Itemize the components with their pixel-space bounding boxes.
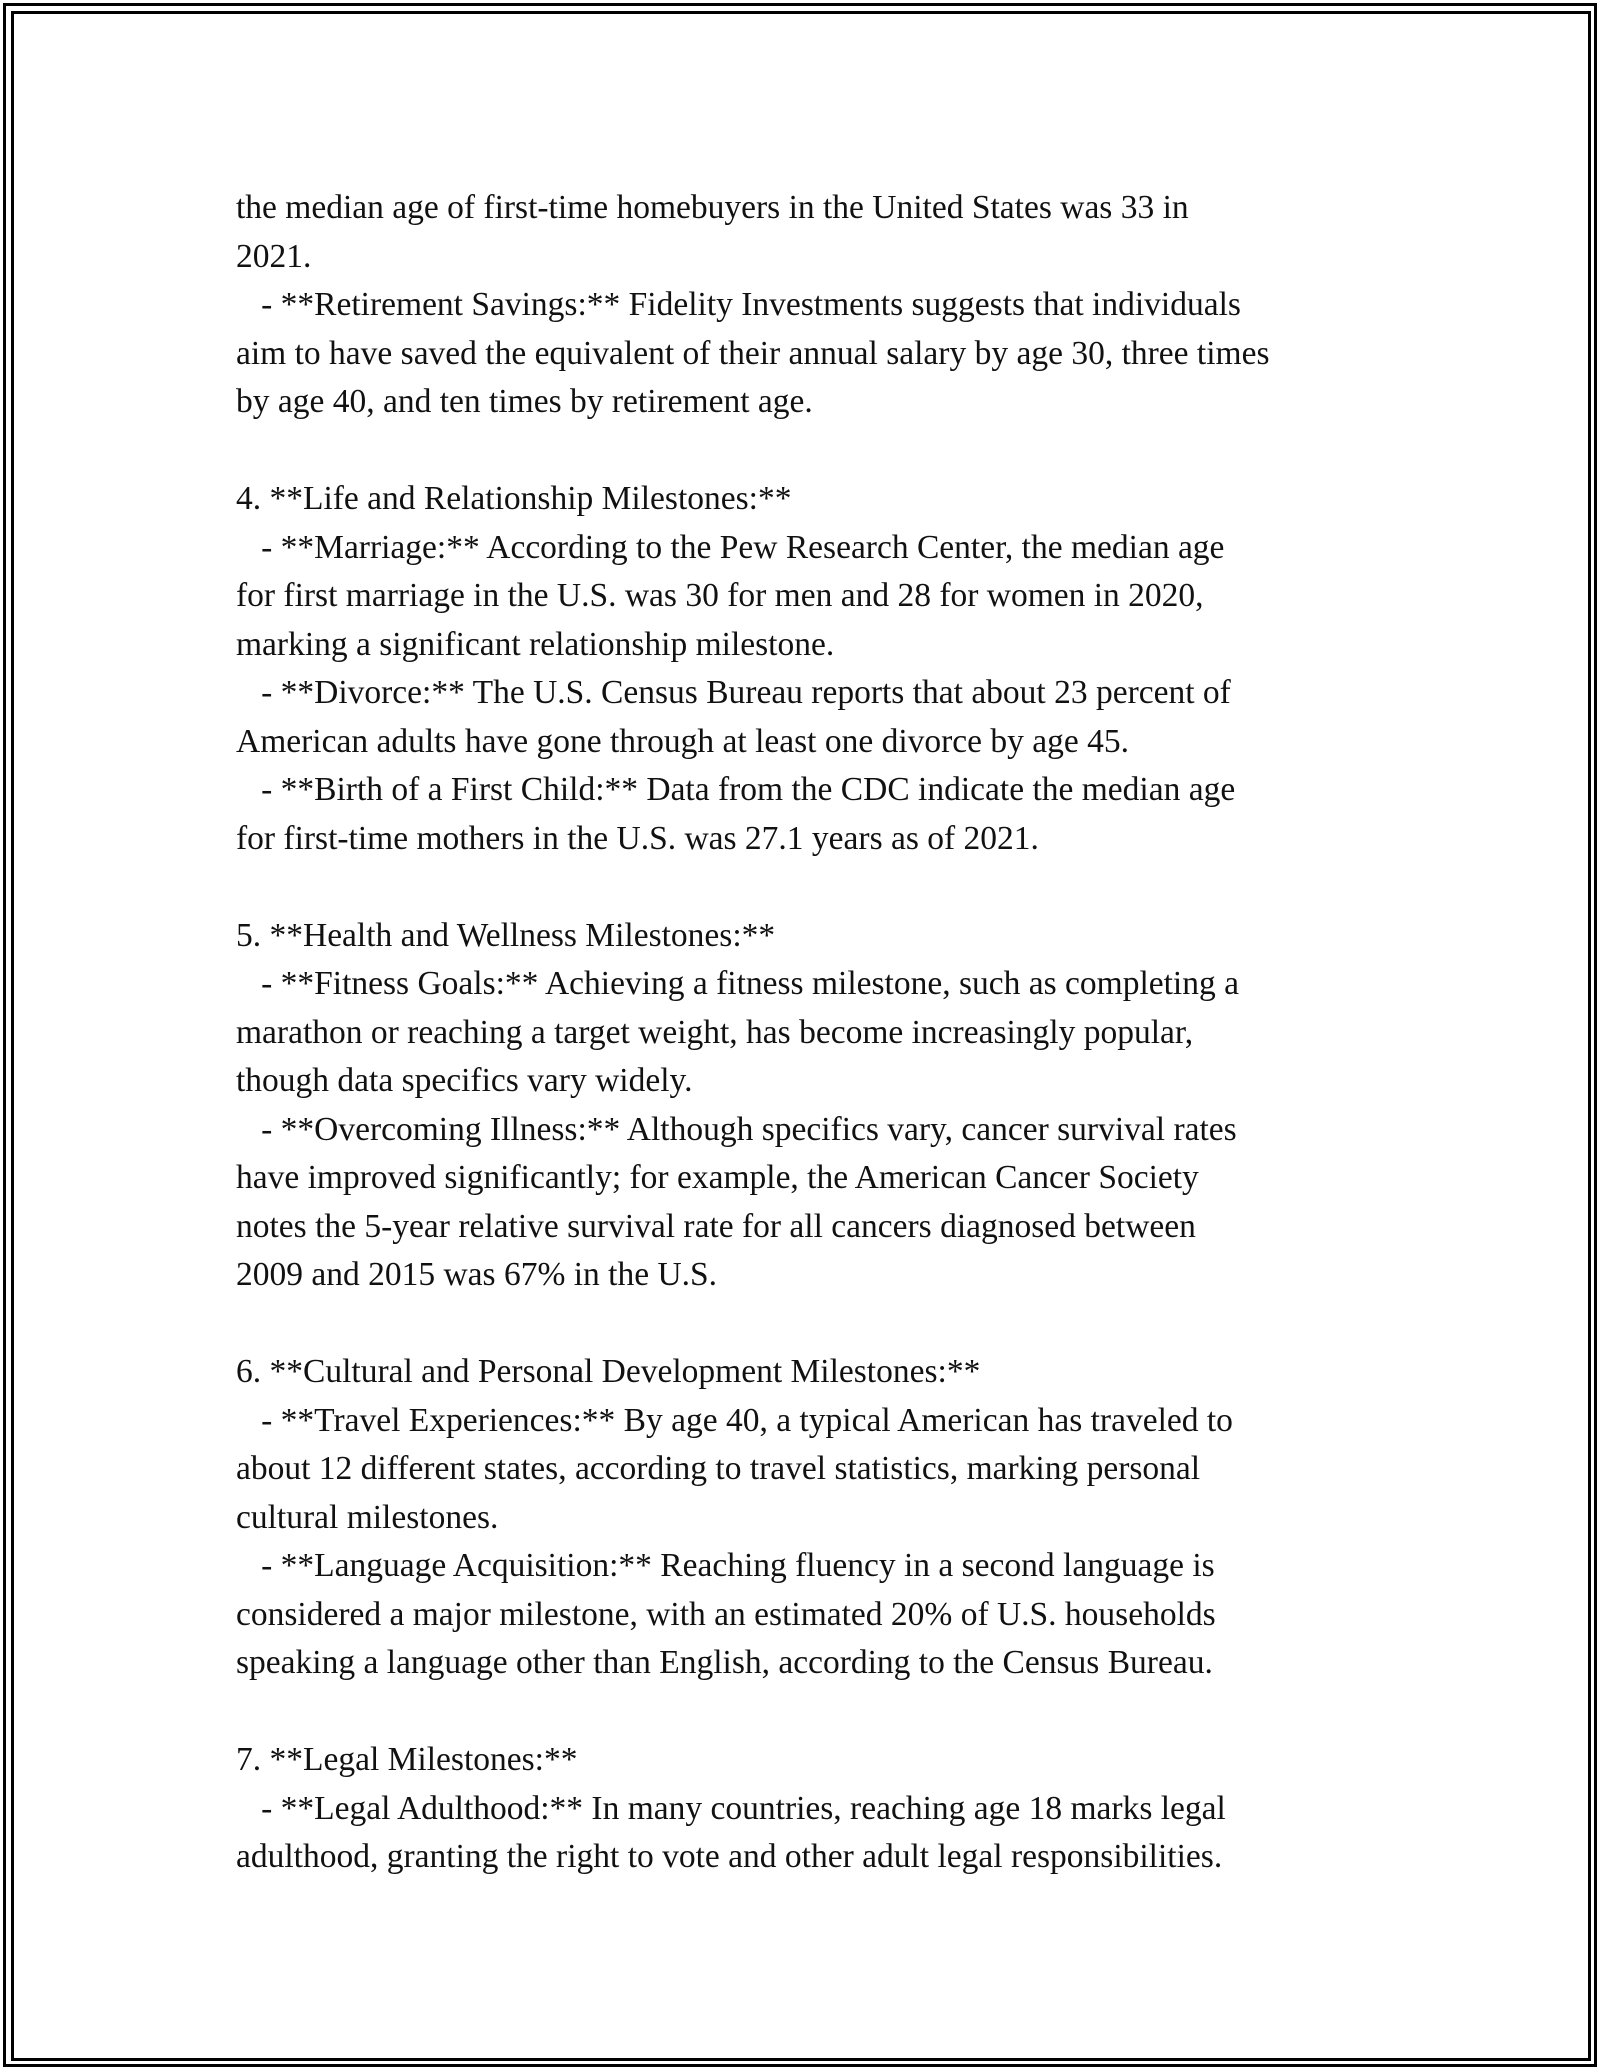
blank-line [236,863,1376,912]
text-line: - **Language Acquisition:** Reaching fluency in a second language is [236,1547,1215,1584]
text-line: for first marriage in the U.S. was 30 for men and 28 for women in 2020, [236,577,1204,614]
section-heading: 6. **Cultural and Personal Development Milestones:** [236,1353,981,1390]
text-line: 2009 and 2015 was 67% in the U.S. [236,1256,718,1293]
text-line: - **Birth of a First Child:** Data from the CDC indicate the median age [236,771,1236,808]
document-body [236,184,1376,1882]
text-line: 2021. [236,237,312,275]
text-line: - **Legal Adulthood:** In many countries, reaching age 18 marks legal [236,1789,1226,1827]
blank-line [236,1300,1376,1349]
text-line: - **Overcoming Illness:** Although specifics vary, cancer survival rates [236,1110,1237,1148]
section-heading: 4. **Life and Relationship Milestones:** [236,480,792,517]
text-line: - **Divorce:** The U.S. Census Bureau reports that about 23 percent of [236,674,1231,711]
text-line: have improved significantly; for example, the American Cancer Society [236,1159,1199,1196]
section-heading: 7. **Legal Milestones:** [236,1741,578,1778]
text-line: though data specifics vary widely. [236,1062,693,1099]
text-line: aim to have saved the equivalent of their annual salary by age 30, three times [236,334,1270,372]
text-line: for first-time mothers in the U.S. was 27.1 years as of 2021. [236,819,1039,857]
text-line: the median age of first-time homebuyers in the United States was 33 in [236,189,1189,226]
text-line: - **Retirement Savings:** Fidelity Investments suggests that individuals [236,286,1241,323]
text-line: adulthood, granting the right to vote and other adult legal responsibilities. [236,1838,1223,1875]
text-line: considered a major milestone, with an estimated 20% of U.S. households [236,1595,1216,1633]
text-line: - **Marriage:** According to the Pew Research Center, the median age [236,528,1225,566]
blank-line [236,427,1376,476]
text-line: about 12 different states, according to travel statistics, marking personal [236,1450,1201,1487]
text-line: marathon or reaching a target weight, has become increasingly popular, [236,1013,1194,1051]
text-line: by age 40, and ten times by retirement age. [236,383,813,420]
blank-line [236,1688,1376,1737]
text-line: cultural milestones. [236,1498,499,1536]
text-line: American adults have gone through at least one divorce by age 45. [236,722,1130,760]
text-line: - **Travel Experiences:** By age 40, a typical American has traveled to [236,1401,1233,1439]
text-line: - **Fitness Goals:** Achieving a fitness milestone, such as completing a [236,965,1239,1002]
text-line: speaking a language other than English, according to the Census Bureau. [236,1644,1213,1681]
section-heading: 5. **Health and Wellness Milestones:** [236,916,776,954]
text-line: notes the 5-year relative survival rate for all cancers diagnosed between [236,1207,1196,1245]
text-line: marking a significant relationship milestone. [236,625,835,663]
